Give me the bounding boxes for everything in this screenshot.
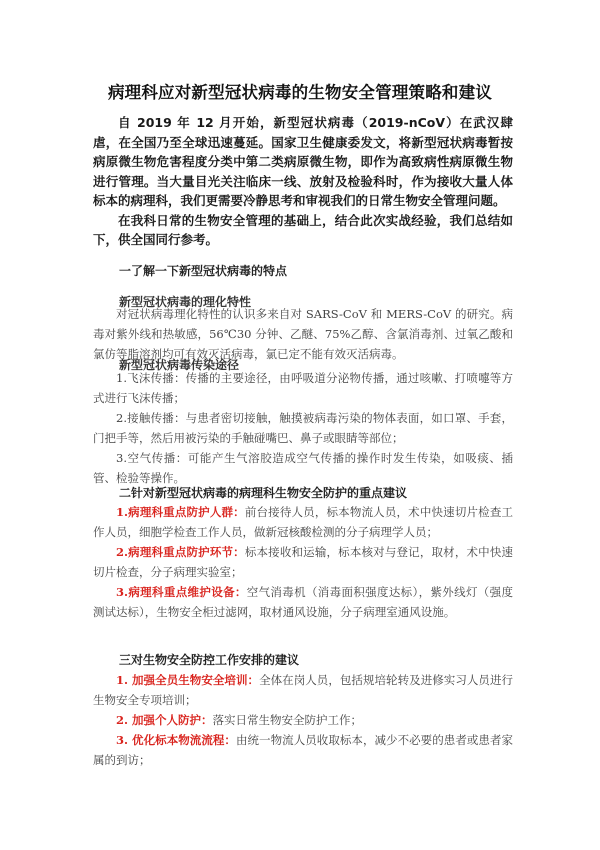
section-2-list [93,502,513,622]
section-1-sub-1-text: 对冠状病毒理化特性的认识多来自对 SARS-CoV 和 MERS-CoV 的研究。病毒对紫外线和热敏感，56℃30 分钟、乙醚、75%乙醇、含氯消毒剂、过氧乙酸和氯仿等脂溶剂均可有效灭活病毒，氯已定不能有效灭活病毒。 [93,307,513,361]
document-title: 病理科应对新型冠状病毒的生物安全管理策略和建议 [107,83,493,102]
transmission-item: 2.接触传播：与患者密切接触，触摸被病毒污染的物体表面，如口罩、手套，门把手等，然后用被污染的手触碰嘴巴、鼻子或眼睛等部位； [93,411,513,445]
intro-paragraph-2: 在我科日常的生物安全管理的基础上，结合此次实战经验，我们总结如下，供全国同行参考。 [93,212,513,247]
arrangement-item-label: 1. 加强全员生物安全培训： [116,673,260,687]
arrangement-item [93,710,513,730]
protection-item-text: 前台接待人员，标本物流人员，术中快速切片检查工作人员，细胞学检查工作人员，做新冠核酸检测的分子病理学人员； [93,505,513,539]
protection-item-label: 1.病理科重点防护人群： [116,505,245,519]
protection-item [93,542,513,582]
transmission-list [93,368,513,488]
section-2-heading: 二针对新型冠状病毒的病理科生物安全防护的重点建议 [119,486,408,500]
intro-paragraph-1: 自 2019 年 12 月开始，新型冠状病毒（2019-nCoV）在武汉肆虐，在全国乃至全球迅速蔓延。国家卫生健康委发文，将新型冠状病毒暂按病原微生物危害程度分类中第二类病原微生物，即作为高致病性病原微生物进行管理。当大量目光关注临床一线、放射及检验科时，作为接收大量人体标本的病理科，我们更需要冷静思考和审视我们的日常生物安全管理问题。 [93,115,513,208]
transmission-item: 1.飞沫传播：传播的主要途径，由呼吸道分泌物传播，通过咳嗽、打喷嚏等方式进行飞沫传播； [93,371,513,405]
transmission-item: 3.空气传播：可能产生气溶胶造成空气传播的操作时发生传染，如吸痰、插管、检验等操作。 [93,451,513,485]
section-3-heading: 三对生物安全防控工作安排的建议 [119,653,300,667]
section-1-sub-1-text-block [93,304,513,364]
arrangement-item-label: 2. 加强个人防护： [116,713,213,727]
protection-item [93,582,513,622]
protection-item [93,502,513,542]
arrangement-item-text: 落实日常生物安全防护工作； [212,713,363,727]
section-1-heading: 一了解一下新型冠状病毒的特点 [119,264,288,278]
section-1-sub-1-heading: 新型冠状病毒的理化特性 [119,295,252,309]
arrangement-item-text: 由统一物流人员收取标本，减少不必要的患者或患者家属的到访； [93,733,514,767]
arrangement-item-text: 全体在岗人员，包括规培轮转及进修实习人员进行生物安全专项培训； [93,673,514,707]
arrangement-item-label: 3. 优化标本物流流程： [116,733,236,747]
protection-item-label: 2.病理科重点防护环节： [116,545,245,559]
arrangement-item [93,670,513,710]
section-3-list [93,670,513,770]
protection-item-text: 空气消毒机（消毒面积强度达标），紫外线灯（强度测试达标），生物安全柜过滤网，取材通风设施，分子病理室通风设施。 [93,585,513,619]
protection-item-text: 标本接收和运输，标本核对与登记，取材，术中快速切片检查，分子病理实验室； [93,545,513,579]
section-1-sub-2-heading: 新型冠状病毒传染途径 [119,358,240,372]
intro-block [93,113,513,250]
protection-item-label: 3.病理科重点维护设备： [116,585,247,599]
arrangement-item [93,730,513,770]
